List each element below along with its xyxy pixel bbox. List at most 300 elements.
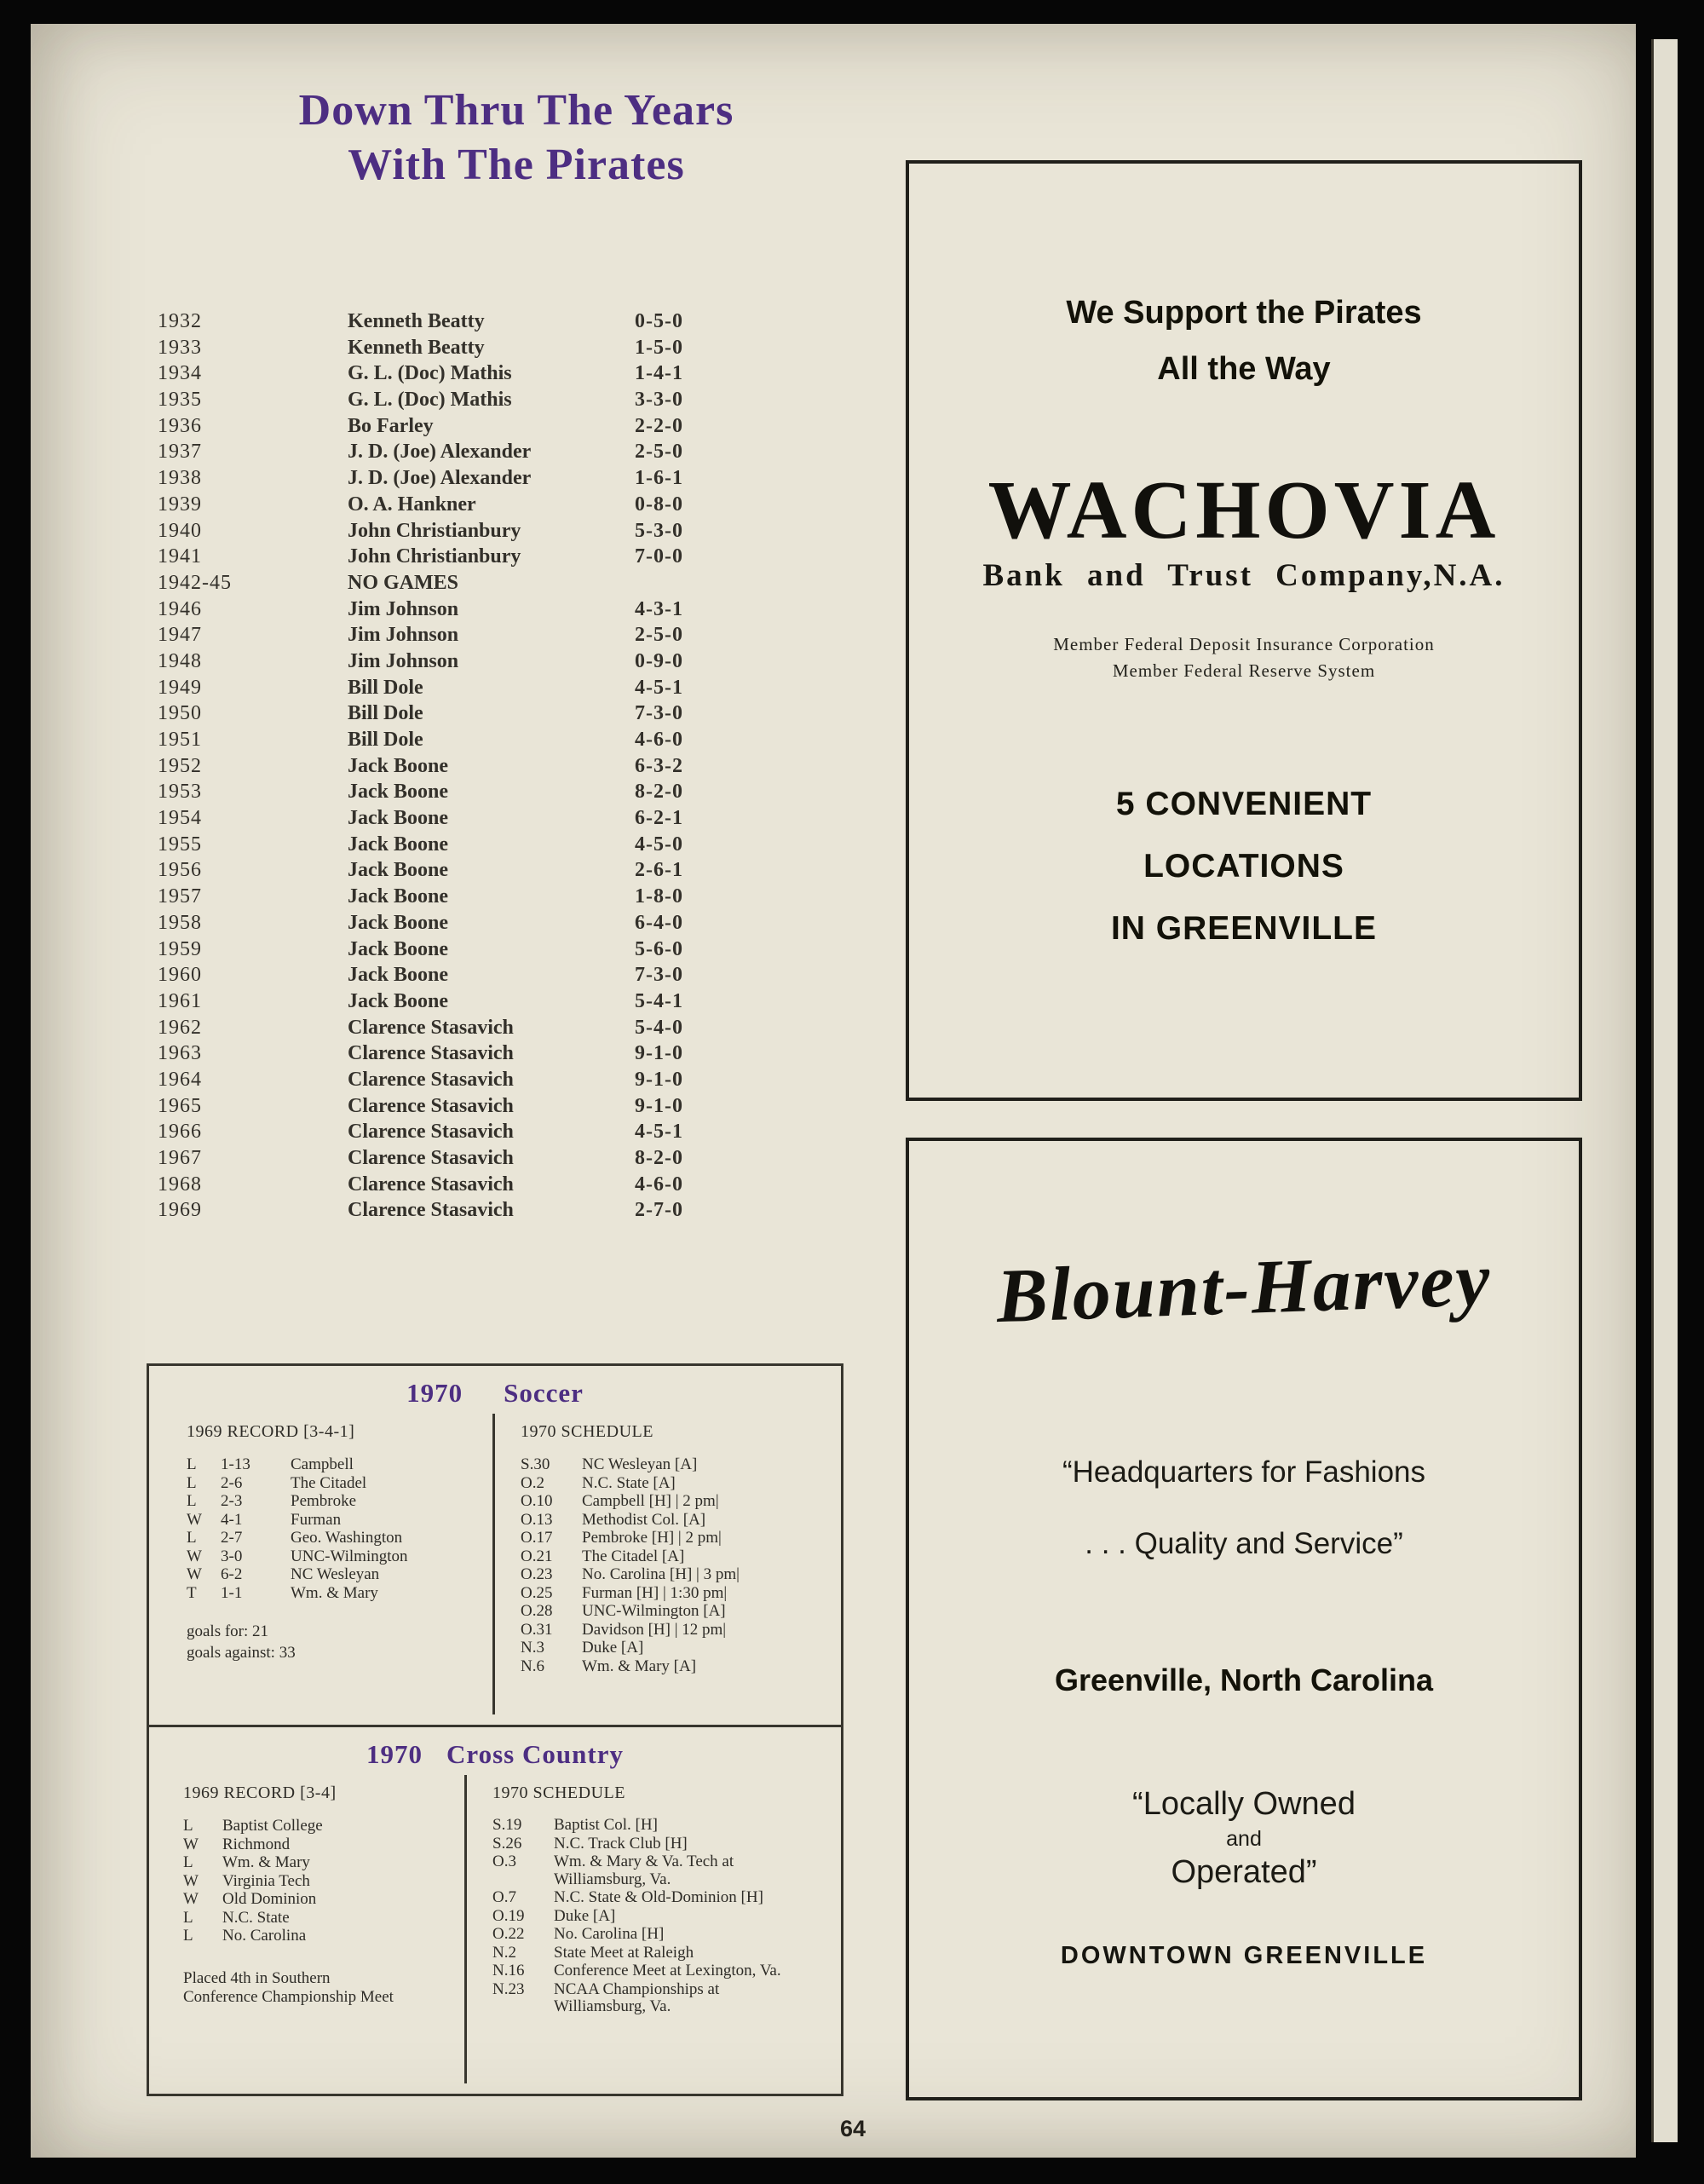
cc-result-row bbox=[183, 1872, 464, 1891]
blount-city: Greenville, North Carolina bbox=[1054, 1662, 1434, 1697]
cc-schedule-row bbox=[492, 1962, 786, 1980]
history-year: 1960 bbox=[158, 964, 202, 987]
history-year: 1934 bbox=[158, 362, 202, 385]
history-record: 7-3-0 bbox=[635, 964, 683, 987]
history-row bbox=[158, 545, 822, 572]
schedule-date: O.23 bbox=[521, 1565, 553, 1583]
history-record: 7-3-0 bbox=[635, 702, 683, 725]
soccer-section bbox=[149, 1366, 841, 1725]
history-coach: O. A. Hankner bbox=[348, 493, 476, 516]
schedule-date: N.23 bbox=[492, 1979, 525, 1998]
result-letter: L bbox=[187, 1492, 197, 1510]
schedule-opponent: State Meet at Raleigh bbox=[554, 1943, 694, 1962]
history-row bbox=[158, 1199, 822, 1225]
history-record: 0-5-0 bbox=[635, 310, 683, 332]
history-year: 1962 bbox=[158, 1016, 202, 1039]
schedule-date: N.6 bbox=[521, 1657, 544, 1675]
history-record: 8-2-0 bbox=[635, 1147, 683, 1169]
history-record: 5-4-0 bbox=[635, 1016, 683, 1039]
cc-schedule-row bbox=[492, 1926, 786, 1944]
result-opponent: NC Wesleyan bbox=[291, 1565, 380, 1583]
history-year: 1967 bbox=[158, 1147, 202, 1169]
schedule-date: O.10 bbox=[521, 1492, 553, 1510]
soccer-result-row bbox=[187, 1547, 492, 1566]
history-coach: Jim Johnson bbox=[348, 597, 459, 620]
history-coach: Clarence Stasavich bbox=[348, 1121, 514, 1144]
history-row bbox=[158, 1095, 822, 1121]
history-year: 1940 bbox=[158, 519, 202, 542]
result-letter: L bbox=[183, 1853, 193, 1871]
result-opponent: Pembroke bbox=[291, 1492, 357, 1510]
history-coach: John Christianbury bbox=[348, 519, 521, 542]
soccer-schedule-row bbox=[521, 1639, 841, 1657]
result-opponent: N.C. State bbox=[222, 1908, 290, 1927]
soccer-schedule-row bbox=[521, 1511, 841, 1530]
schedule-date: S.30 bbox=[521, 1455, 550, 1473]
cc-result-row bbox=[183, 1927, 464, 1945]
result-opponent: Wm. & Mary bbox=[222, 1853, 310, 1871]
next-page-edge bbox=[1651, 39, 1678, 2142]
history-year: 1941 bbox=[158, 545, 202, 568]
history-row bbox=[158, 650, 822, 677]
history-year: 1963 bbox=[158, 1042, 202, 1065]
schedule-date: N.16 bbox=[492, 1962, 525, 1979]
history-record: 2-2-0 bbox=[635, 414, 683, 437]
history-row bbox=[158, 467, 822, 493]
cc-result-row bbox=[183, 1835, 464, 1854]
history-year: 1954 bbox=[158, 807, 202, 830]
history-coach: Bo Farley bbox=[348, 414, 434, 437]
history-coach: Bill Dole bbox=[348, 676, 423, 699]
result-letter: L bbox=[187, 1455, 197, 1473]
history-coach: J. D. (Joe) Alexander bbox=[348, 441, 532, 464]
history-year: 1938 bbox=[158, 467, 202, 490]
schedule-date: S.19 bbox=[492, 1816, 522, 1834]
soccer-title-sport: Soccer bbox=[504, 1378, 584, 1408]
history-record: 4-6-0 bbox=[635, 729, 683, 751]
history-year: 1948 bbox=[158, 649, 202, 672]
fall-sports-stats-box bbox=[147, 1363, 843, 2096]
result-opponent: Richmond bbox=[222, 1835, 291, 1853]
schedule-opponent: No. Carolina [H] bbox=[554, 1925, 665, 1943]
history-row bbox=[158, 1121, 822, 1147]
history-coach: Jack Boone bbox=[348, 937, 449, 960]
history-year: 1969 bbox=[158, 1199, 202, 1222]
history-coach: Clarence Stasavich bbox=[348, 1199, 514, 1222]
history-record: 5-6-0 bbox=[635, 937, 683, 960]
history-coach: Jack Boone bbox=[348, 911, 449, 934]
soccer-result-row bbox=[187, 1492, 492, 1511]
blount-owned-line1: “Locally Owned bbox=[1132, 1786, 1356, 1822]
schedule-date: O.17 bbox=[521, 1529, 553, 1547]
history-coach: Clarence Stasavich bbox=[348, 1042, 514, 1065]
soccer-goals-against: goals against: 33 bbox=[187, 1644, 296, 1662]
history-coach: Clarence Stasavich bbox=[348, 1173, 514, 1196]
wachovia-logo: WACHOVIA bbox=[987, 464, 1500, 556]
result-score: 1-13 bbox=[221, 1455, 250, 1473]
soccer-results-list bbox=[187, 1455, 492, 1602]
wachovia-location-line: 5 CONVENIENT bbox=[1115, 786, 1373, 822]
history-coach: Kenneth Beatty bbox=[348, 336, 485, 359]
wachovia-ad bbox=[906, 160, 1582, 1101]
blount-footer: DOWNTOWN GREENVILLE bbox=[1060, 1942, 1428, 1969]
history-year: 1958 bbox=[158, 911, 202, 934]
history-coach: NO GAMES bbox=[348, 571, 459, 594]
schedule-opponent: NC Wesleyan [A] bbox=[582, 1455, 698, 1473]
history-row bbox=[158, 885, 822, 912]
history-record: 4-3-1 bbox=[635, 597, 683, 620]
schedule-date: O.13 bbox=[521, 1510, 553, 1529]
history-year: 1950 bbox=[158, 702, 202, 725]
wachovia-member-line: Member Federal Deposit Insurance Corporation bbox=[1053, 634, 1435, 654]
schedule-date: O.25 bbox=[521, 1583, 553, 1602]
history-record: 3-3-0 bbox=[635, 389, 683, 412]
schedule-opponent: Duke [A] bbox=[582, 1639, 644, 1657]
schedule-opponent: Wm. & Mary [A] bbox=[582, 1657, 697, 1675]
history-year: 1951 bbox=[158, 729, 202, 751]
history-record: 2-5-0 bbox=[635, 624, 683, 647]
soccer-result-row bbox=[187, 1474, 492, 1493]
history-year: 1964 bbox=[158, 1068, 202, 1091]
soccer-schedule-row bbox=[521, 1529, 841, 1547]
cc-schedule-row bbox=[492, 1908, 786, 1926]
history-coach: Jack Boone bbox=[348, 807, 449, 830]
history-coach: Bill Dole bbox=[348, 702, 423, 725]
history-record: 5-3-0 bbox=[635, 519, 683, 542]
wachovia-member-lines bbox=[909, 631, 1579, 684]
soccer-schedule-row bbox=[521, 1657, 841, 1676]
result-opponent: Furman bbox=[291, 1510, 342, 1529]
wachovia-location-line: LOCATIONS bbox=[1143, 848, 1344, 885]
history-year: 1932 bbox=[158, 310, 202, 332]
schedule-opponent: Wm. & Mary & Va. Tech at Williamsburg, Va. bbox=[554, 1853, 734, 1888]
soccer-result-row bbox=[187, 1584, 492, 1603]
history-row bbox=[158, 441, 822, 467]
history-row bbox=[158, 702, 822, 729]
history-year: 1946 bbox=[158, 597, 202, 620]
page-title bbox=[90, 84, 942, 193]
result-opponent: Campbell bbox=[291, 1455, 354, 1473]
history-coach: G. L. (Doc) Mathis bbox=[348, 389, 512, 412]
schedule-opponent: UNC-Wilmington [A] bbox=[582, 1602, 726, 1620]
history-record: 9-1-0 bbox=[635, 1042, 683, 1065]
result-letter: W bbox=[183, 1871, 199, 1890]
cc-schedule-row bbox=[492, 1853, 786, 1888]
history-year: 1933 bbox=[158, 336, 202, 359]
schedule-date: O.22 bbox=[492, 1925, 525, 1943]
result-letter: W bbox=[183, 1835, 199, 1853]
cc-result-row bbox=[183, 1909, 464, 1928]
cc-result-row bbox=[183, 1853, 464, 1872]
soccer-schedule-row bbox=[521, 1602, 841, 1621]
wachovia-support-lines bbox=[909, 285, 1579, 397]
history-record: 4-5-1 bbox=[635, 676, 683, 699]
history-year: 1953 bbox=[158, 781, 202, 804]
history-row bbox=[158, 1042, 822, 1069]
history-year: 1959 bbox=[158, 937, 202, 960]
wachovia-support-line: All the Way bbox=[1157, 351, 1331, 387]
blount-harvey-logo: Blount-Harvey bbox=[994, 1236, 1494, 1340]
schedule-date: O.7 bbox=[492, 1888, 516, 1906]
schedule-opponent: No. Carolina [H] | 3 pm| bbox=[582, 1565, 740, 1583]
history-row bbox=[158, 729, 822, 755]
result-opponent: Geo. Washington bbox=[291, 1529, 403, 1547]
wachovia-member-line: Member Federal Reserve System bbox=[1112, 660, 1376, 681]
history-year: 1968 bbox=[158, 1173, 202, 1196]
schedule-date: O.19 bbox=[492, 1906, 525, 1925]
schedule-opponent: Baptist Col. [H] bbox=[554, 1816, 658, 1834]
history-year: 1952 bbox=[158, 754, 202, 777]
result-score: 4-1 bbox=[221, 1510, 243, 1529]
history-record: 0-9-0 bbox=[635, 649, 683, 672]
cross-country-section-title bbox=[149, 1737, 841, 1772]
schedule-date: O.2 bbox=[521, 1473, 544, 1492]
history-record: 2-6-1 bbox=[635, 859, 683, 882]
blount-owned-line3: Operated” bbox=[1171, 1854, 1317, 1890]
history-row bbox=[158, 624, 822, 650]
history-year: 1942-45 bbox=[158, 571, 232, 594]
schedule-date: O.31 bbox=[521, 1620, 553, 1639]
schedule-opponent: NCAA Championships at Williamsburg, Va. bbox=[554, 1979, 720, 2015]
history-row bbox=[158, 1147, 822, 1173]
history-record: 5-4-1 bbox=[635, 989, 683, 1012]
soccer-result-row bbox=[187, 1565, 492, 1584]
history-coach: Jack Boone bbox=[348, 885, 449, 908]
history-year: 1957 bbox=[158, 885, 202, 908]
history-coach: Jack Boone bbox=[348, 754, 449, 777]
program-page bbox=[31, 24, 1636, 2158]
soccer-schedule-row bbox=[521, 1547, 841, 1566]
history-row bbox=[158, 781, 822, 807]
result-score: 2-7 bbox=[221, 1529, 243, 1547]
soccer-result-row bbox=[187, 1529, 492, 1547]
history-year: 1949 bbox=[158, 676, 202, 699]
history-coach: Jack Boone bbox=[348, 859, 449, 882]
history-row bbox=[158, 990, 822, 1017]
schedule-opponent: Pembroke [H] | 2 pm| bbox=[582, 1529, 722, 1547]
history-record: 9-1-0 bbox=[635, 1068, 683, 1091]
result-opponent: Baptist College bbox=[222, 1817, 323, 1835]
schedule-opponent: Duke [A] bbox=[554, 1906, 616, 1925]
result-letter: L bbox=[183, 1908, 193, 1927]
history-coach: Clarence Stasavich bbox=[348, 1016, 514, 1039]
history-coach: Jack Boone bbox=[348, 964, 449, 987]
history-row bbox=[158, 1173, 822, 1200]
schedule-date: S.26 bbox=[492, 1834, 522, 1853]
history-row bbox=[158, 912, 822, 938]
history-record: 0-8-0 bbox=[635, 493, 683, 516]
soccer-schedule-row bbox=[521, 1565, 841, 1584]
result-opponent: Old Dominion bbox=[222, 1890, 317, 1908]
wachovia-subtitle: Bank and Trust Company,N.A. bbox=[982, 558, 1505, 593]
history-record: 4-5-1 bbox=[635, 1121, 683, 1144]
result-score: 6-2 bbox=[221, 1565, 243, 1583]
history-coach: Bill Dole bbox=[348, 729, 423, 751]
history-record: 1-6-1 bbox=[635, 467, 683, 490]
result-score: 1-1 bbox=[221, 1583, 243, 1602]
soccer-schedule-row bbox=[521, 1492, 841, 1511]
schedule-opponent: N.C. State & Old-Dominion [H] bbox=[554, 1888, 763, 1906]
soccer-schedule-header: 1970 SCHEDULE bbox=[521, 1422, 653, 1441]
history-row bbox=[158, 677, 822, 703]
cc-schedule-row bbox=[492, 1817, 786, 1835]
history-row bbox=[158, 572, 822, 598]
history-year: 1965 bbox=[158, 1094, 202, 1117]
cc-result-row bbox=[183, 1890, 464, 1909]
history-record: 1-4-1 bbox=[635, 362, 683, 385]
blount-harvey-ad bbox=[906, 1138, 1582, 2100]
result-opponent: UNC-Wilmington bbox=[291, 1547, 408, 1565]
schedule-opponent: Davidson [H] | 12 pm| bbox=[582, 1620, 727, 1639]
history-record: 7-0-0 bbox=[635, 545, 683, 568]
soccer-schedule-row bbox=[521, 1455, 841, 1474]
history-coach: Clarence Stasavich bbox=[348, 1147, 514, 1169]
history-row bbox=[158, 389, 822, 415]
history-record: 4-5-0 bbox=[635, 833, 683, 856]
history-year: 1961 bbox=[158, 989, 202, 1012]
soccer-schedule-row bbox=[521, 1584, 841, 1603]
history-row bbox=[158, 807, 822, 833]
cc-result-row bbox=[183, 1817, 464, 1835]
result-letter: W bbox=[187, 1510, 202, 1529]
history-row bbox=[158, 310, 822, 337]
history-year: 1966 bbox=[158, 1121, 202, 1144]
wachovia-location-line: IN GREENVILLE bbox=[1110, 910, 1378, 947]
history-record: 9-1-0 bbox=[635, 1094, 683, 1117]
result-score: 3-0 bbox=[221, 1547, 243, 1565]
soccer-schedule-row bbox=[521, 1474, 841, 1493]
cc-note: Placed 4th in Southern Conference Championship Meet bbox=[183, 1968, 394, 2006]
schedule-opponent: The Citadel [A] bbox=[582, 1547, 685, 1565]
history-record: 6-4-0 bbox=[635, 911, 683, 934]
result-score: 2-3 bbox=[221, 1492, 243, 1510]
schedule-opponent: N.C. Track Club [H] bbox=[554, 1834, 688, 1853]
blount-owned-line2: and bbox=[1226, 1827, 1262, 1851]
history-row bbox=[158, 337, 822, 363]
page-title-line1: Down Thru The Years bbox=[298, 86, 734, 135]
history-row bbox=[158, 964, 822, 990]
history-coach: Kenneth Beatty bbox=[348, 310, 485, 332]
history-coach: Jack Boone bbox=[348, 989, 449, 1012]
page-number: 64 bbox=[839, 2116, 866, 2141]
history-row bbox=[158, 520, 822, 546]
history-year: 1947 bbox=[158, 624, 202, 647]
result-letter: T bbox=[187, 1583, 197, 1602]
history-row bbox=[158, 1017, 822, 1043]
result-letter: L bbox=[187, 1473, 197, 1492]
history-row bbox=[158, 833, 822, 860]
history-row bbox=[158, 938, 822, 965]
history-record: 2-5-0 bbox=[635, 441, 683, 464]
result-letter: L bbox=[183, 1927, 193, 1945]
result-letter: L bbox=[183, 1817, 193, 1835]
history-record: 6-3-2 bbox=[635, 754, 683, 777]
history-record: 2-7-0 bbox=[635, 1199, 683, 1222]
history-row bbox=[158, 493, 822, 520]
schedule-opponent: N.C. State [A] bbox=[582, 1473, 676, 1492]
soccer-schedule-column bbox=[492, 1414, 841, 1714]
cc-record-column bbox=[149, 1775, 464, 2083]
history-coach: Jim Johnson bbox=[348, 624, 459, 647]
cc-schedule-row bbox=[492, 1981, 786, 2016]
result-opponent: Wm. & Mary bbox=[291, 1583, 378, 1602]
history-coach: Jack Boone bbox=[348, 833, 449, 856]
soccer-schedule-list bbox=[521, 1455, 841, 1675]
history-year: 1939 bbox=[158, 493, 202, 516]
result-opponent: Virginia Tech bbox=[222, 1871, 310, 1890]
schedule-date: N.3 bbox=[521, 1639, 544, 1657]
schedule-date: O.28 bbox=[521, 1602, 553, 1620]
soccer-result-row bbox=[187, 1455, 492, 1474]
schedule-opponent: Furman [H] | 1:30 pm| bbox=[582, 1583, 728, 1602]
history-row bbox=[158, 755, 822, 781]
soccer-record-column bbox=[149, 1414, 492, 1714]
history-row bbox=[158, 362, 822, 389]
history-year: 1937 bbox=[158, 441, 202, 464]
page-title-line2: With The Pirates bbox=[348, 141, 685, 189]
soccer-record-header: 1969 RECORD [3-4-1] bbox=[187, 1422, 355, 1441]
history-coach: G. L. (Doc) Mathis bbox=[348, 362, 512, 385]
history-record: 4-6-0 bbox=[635, 1173, 683, 1196]
cc-schedule-row bbox=[492, 1889, 786, 1907]
result-score: 2-6 bbox=[221, 1473, 243, 1492]
result-letter: W bbox=[187, 1565, 202, 1583]
history-year: 1935 bbox=[158, 389, 202, 412]
result-opponent: No. Carolina bbox=[222, 1927, 307, 1945]
history-coach: Jim Johnson bbox=[348, 649, 459, 672]
blount-quote-line2: . . . Quality and Service” bbox=[1085, 1527, 1403, 1560]
history-coach: John Christianbury bbox=[348, 545, 521, 568]
soccer-title-year: 1970 bbox=[406, 1378, 463, 1408]
cross-country-section bbox=[149, 1725, 841, 2094]
history-coach: Clarence Stasavich bbox=[348, 1068, 514, 1091]
history-year: 1956 bbox=[158, 859, 202, 882]
schedule-opponent: Campbell [H] | 2 pm| bbox=[582, 1492, 719, 1510]
schedule-date: O.21 bbox=[521, 1547, 553, 1565]
cc-title-year: 1970 bbox=[366, 1739, 423, 1769]
wachovia-support-line: We Support the Pirates bbox=[1066, 295, 1422, 331]
soccer-result-row bbox=[187, 1511, 492, 1530]
cc-schedule-column bbox=[464, 1775, 841, 2083]
history-year: 1955 bbox=[158, 833, 202, 856]
result-letter: L bbox=[187, 1529, 197, 1547]
cc-title-sport: Cross Country bbox=[446, 1739, 624, 1769]
history-year: 1936 bbox=[158, 414, 202, 437]
coaching-history-table bbox=[158, 310, 822, 1225]
cc-schedule-list bbox=[492, 1817, 841, 2016]
blount-quote-line1: “Headquarters for Fashions bbox=[1062, 1455, 1426, 1489]
wachovia-locations bbox=[909, 773, 1579, 959]
history-coach: J. D. (Joe) Alexander bbox=[348, 467, 532, 490]
history-row bbox=[158, 598, 822, 625]
history-row bbox=[158, 415, 822, 441]
soccer-goals-for: goals for: 21 bbox=[187, 1622, 269, 1640]
history-coach: Clarence Stasavich bbox=[348, 1094, 514, 1117]
history-record: 1-5-0 bbox=[635, 336, 683, 359]
cc-schedule-row bbox=[492, 1835, 786, 1853]
history-row bbox=[158, 1069, 822, 1095]
cc-schedule-row bbox=[492, 1945, 786, 1962]
history-row bbox=[158, 859, 822, 885]
result-letter: W bbox=[187, 1547, 202, 1565]
cc-schedule-header: 1970 SCHEDULE bbox=[492, 1784, 625, 1802]
history-record: 1-8-0 bbox=[635, 885, 683, 908]
schedule-opponent: Conference Meet at Lexington, Va. bbox=[554, 1962, 781, 1979]
history-coach: Jack Boone bbox=[348, 781, 449, 804]
cc-results-list bbox=[183, 1817, 464, 1945]
schedule-date: O.3 bbox=[492, 1853, 516, 1870]
history-record: 8-2-0 bbox=[635, 781, 683, 804]
